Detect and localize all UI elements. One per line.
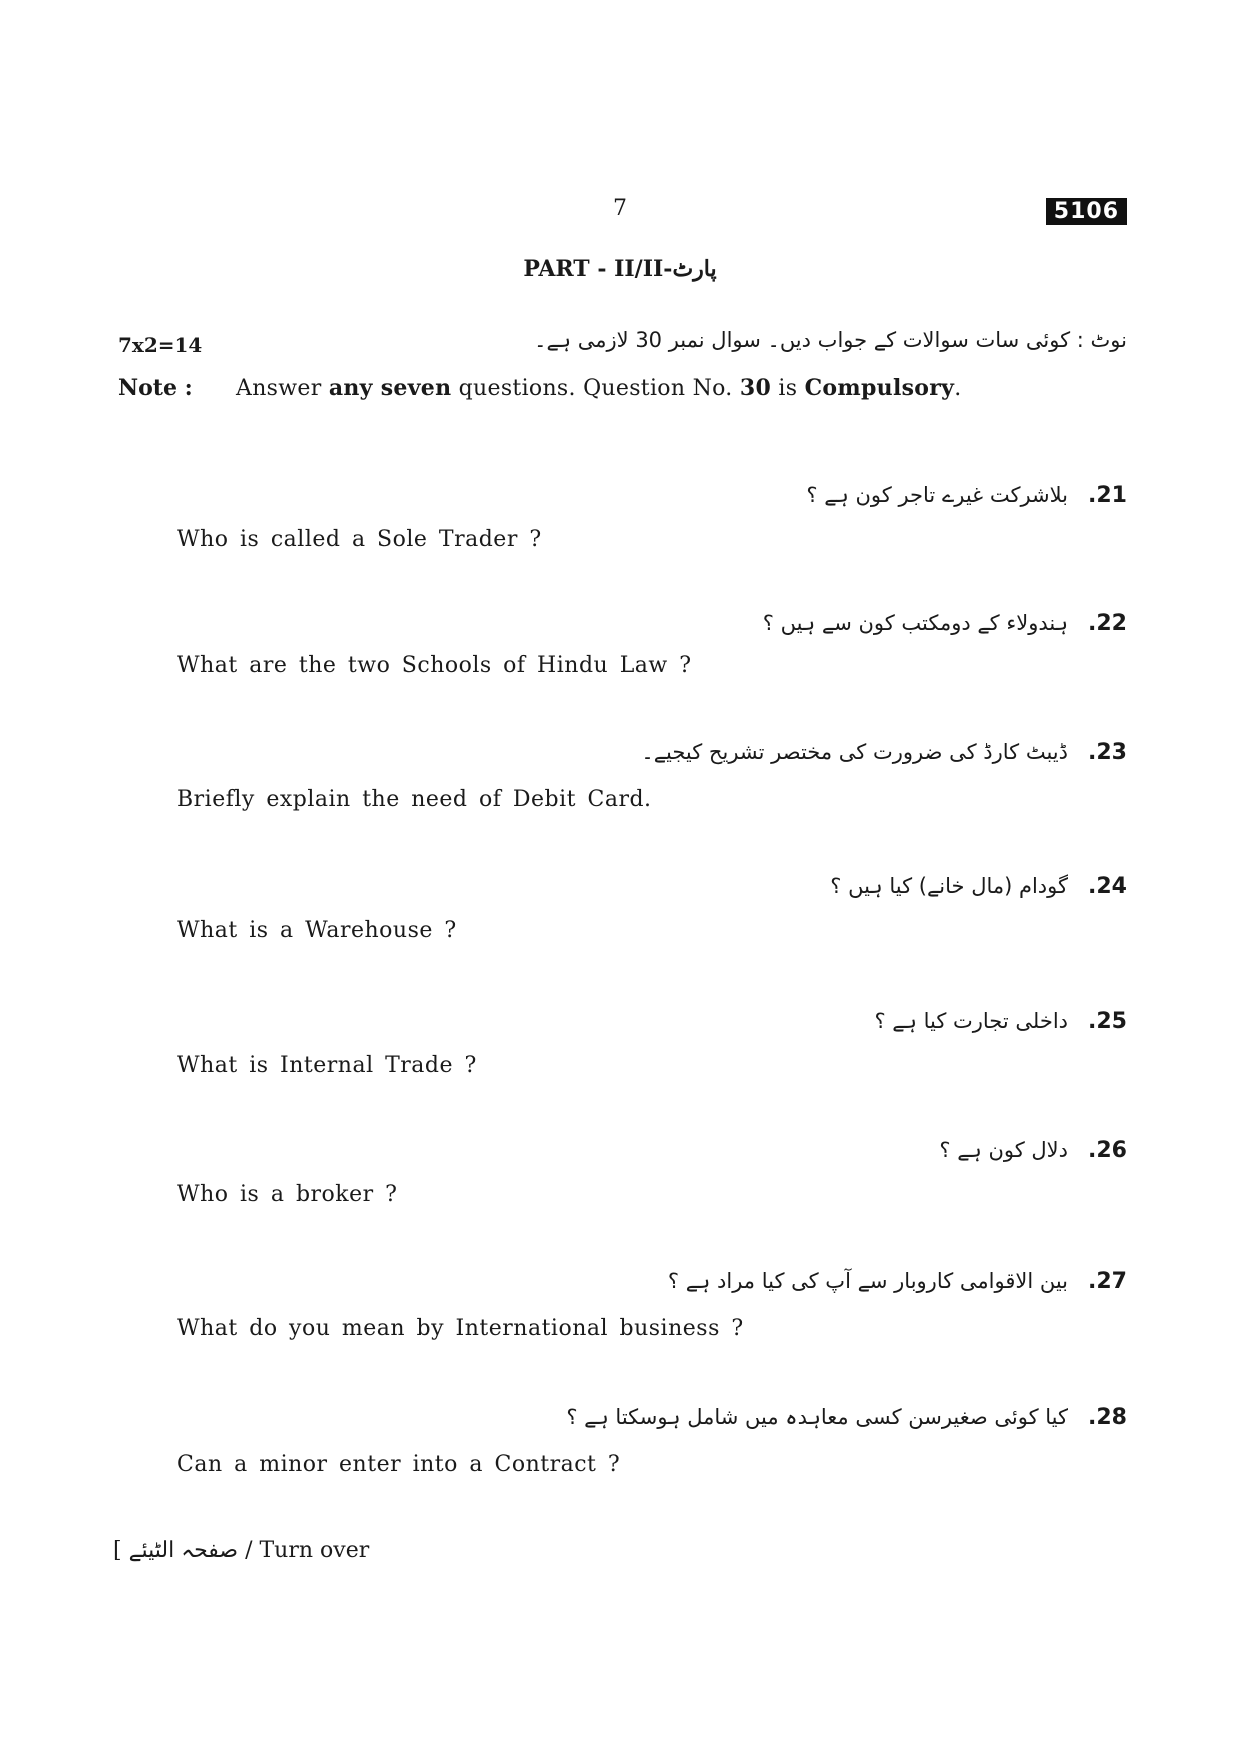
question-number: .26 <box>1088 1138 1127 1163</box>
question-english: Briefly explain the need of Debit Card. <box>177 787 652 812</box>
urdu-note: نوٹ : کوئی سات سوالات کے جواب دیں۔ سوال نمبر 30 لازمی ہے۔ <box>534 328 1127 352</box>
question-english: Who is a broker ? <box>177 1182 398 1207</box>
note-text: Answer any seven questions. Question No. 30 is Compulsory. <box>236 375 962 401</box>
question-english: What do you mean by International business ? <box>177 1316 744 1341</box>
question-urdu: .22ہندولاء کے دومکتب کون سے ہیں ؟ <box>762 611 1127 636</box>
question-number: .23 <box>1088 740 1127 765</box>
question-urdu: .25داخلی تجارت کیا ہے ؟ <box>874 1009 1127 1034</box>
question-urdu: .28کیا کوئی صغیرسن کسی معاہدہ میں شامل ہوسکتا ہے ؟ <box>566 1405 1127 1430</box>
question-number: .21 <box>1088 483 1127 508</box>
question-english: Who is called a Sole Trader ? <box>177 527 542 552</box>
part-title: PART - II/II-پارٹ <box>523 256 717 282</box>
marks-allocation: 7x2=14 <box>118 333 203 357</box>
question-urdu: .27بین الاقوامی کاروبار سے آپ کی کیا مراد ہے ؟ <box>667 1269 1127 1294</box>
question-english: Can a minor enter into a Contract ? <box>177 1452 621 1477</box>
question-urdu: .21بلاشرکت غیرے تاجر کون ہے ؟ <box>806 483 1127 508</box>
note-label: Note : <box>118 375 193 401</box>
question-english: What is Internal Trade ? <box>177 1053 477 1078</box>
question-number: .27 <box>1088 1269 1127 1294</box>
page-number: 7 <box>613 196 627 221</box>
turn-over-footer: [ صفحہ الٹیئے / Turn over <box>113 1538 370 1563</box>
question-number: .22 <box>1088 611 1127 636</box>
question-urdu: .26دلال کون ہے ؟ <box>939 1138 1127 1163</box>
paper-code-badge: 5106 <box>1046 198 1127 225</box>
question-english: What are the two Schools of Hindu Law ? <box>177 653 692 678</box>
question-number: .25 <box>1088 1009 1127 1034</box>
question-urdu: .23ڈیبٹ کارڈ کی ضرورت کی مختصر تشریح کیجیے۔ <box>641 740 1127 765</box>
question-number: .24 <box>1088 874 1127 899</box>
question-number: .28 <box>1088 1405 1127 1430</box>
question-urdu: .24گودام (مال خانے) کیا ہیں ؟ <box>830 874 1127 899</box>
question-english: What is a Warehouse ? <box>177 918 457 943</box>
